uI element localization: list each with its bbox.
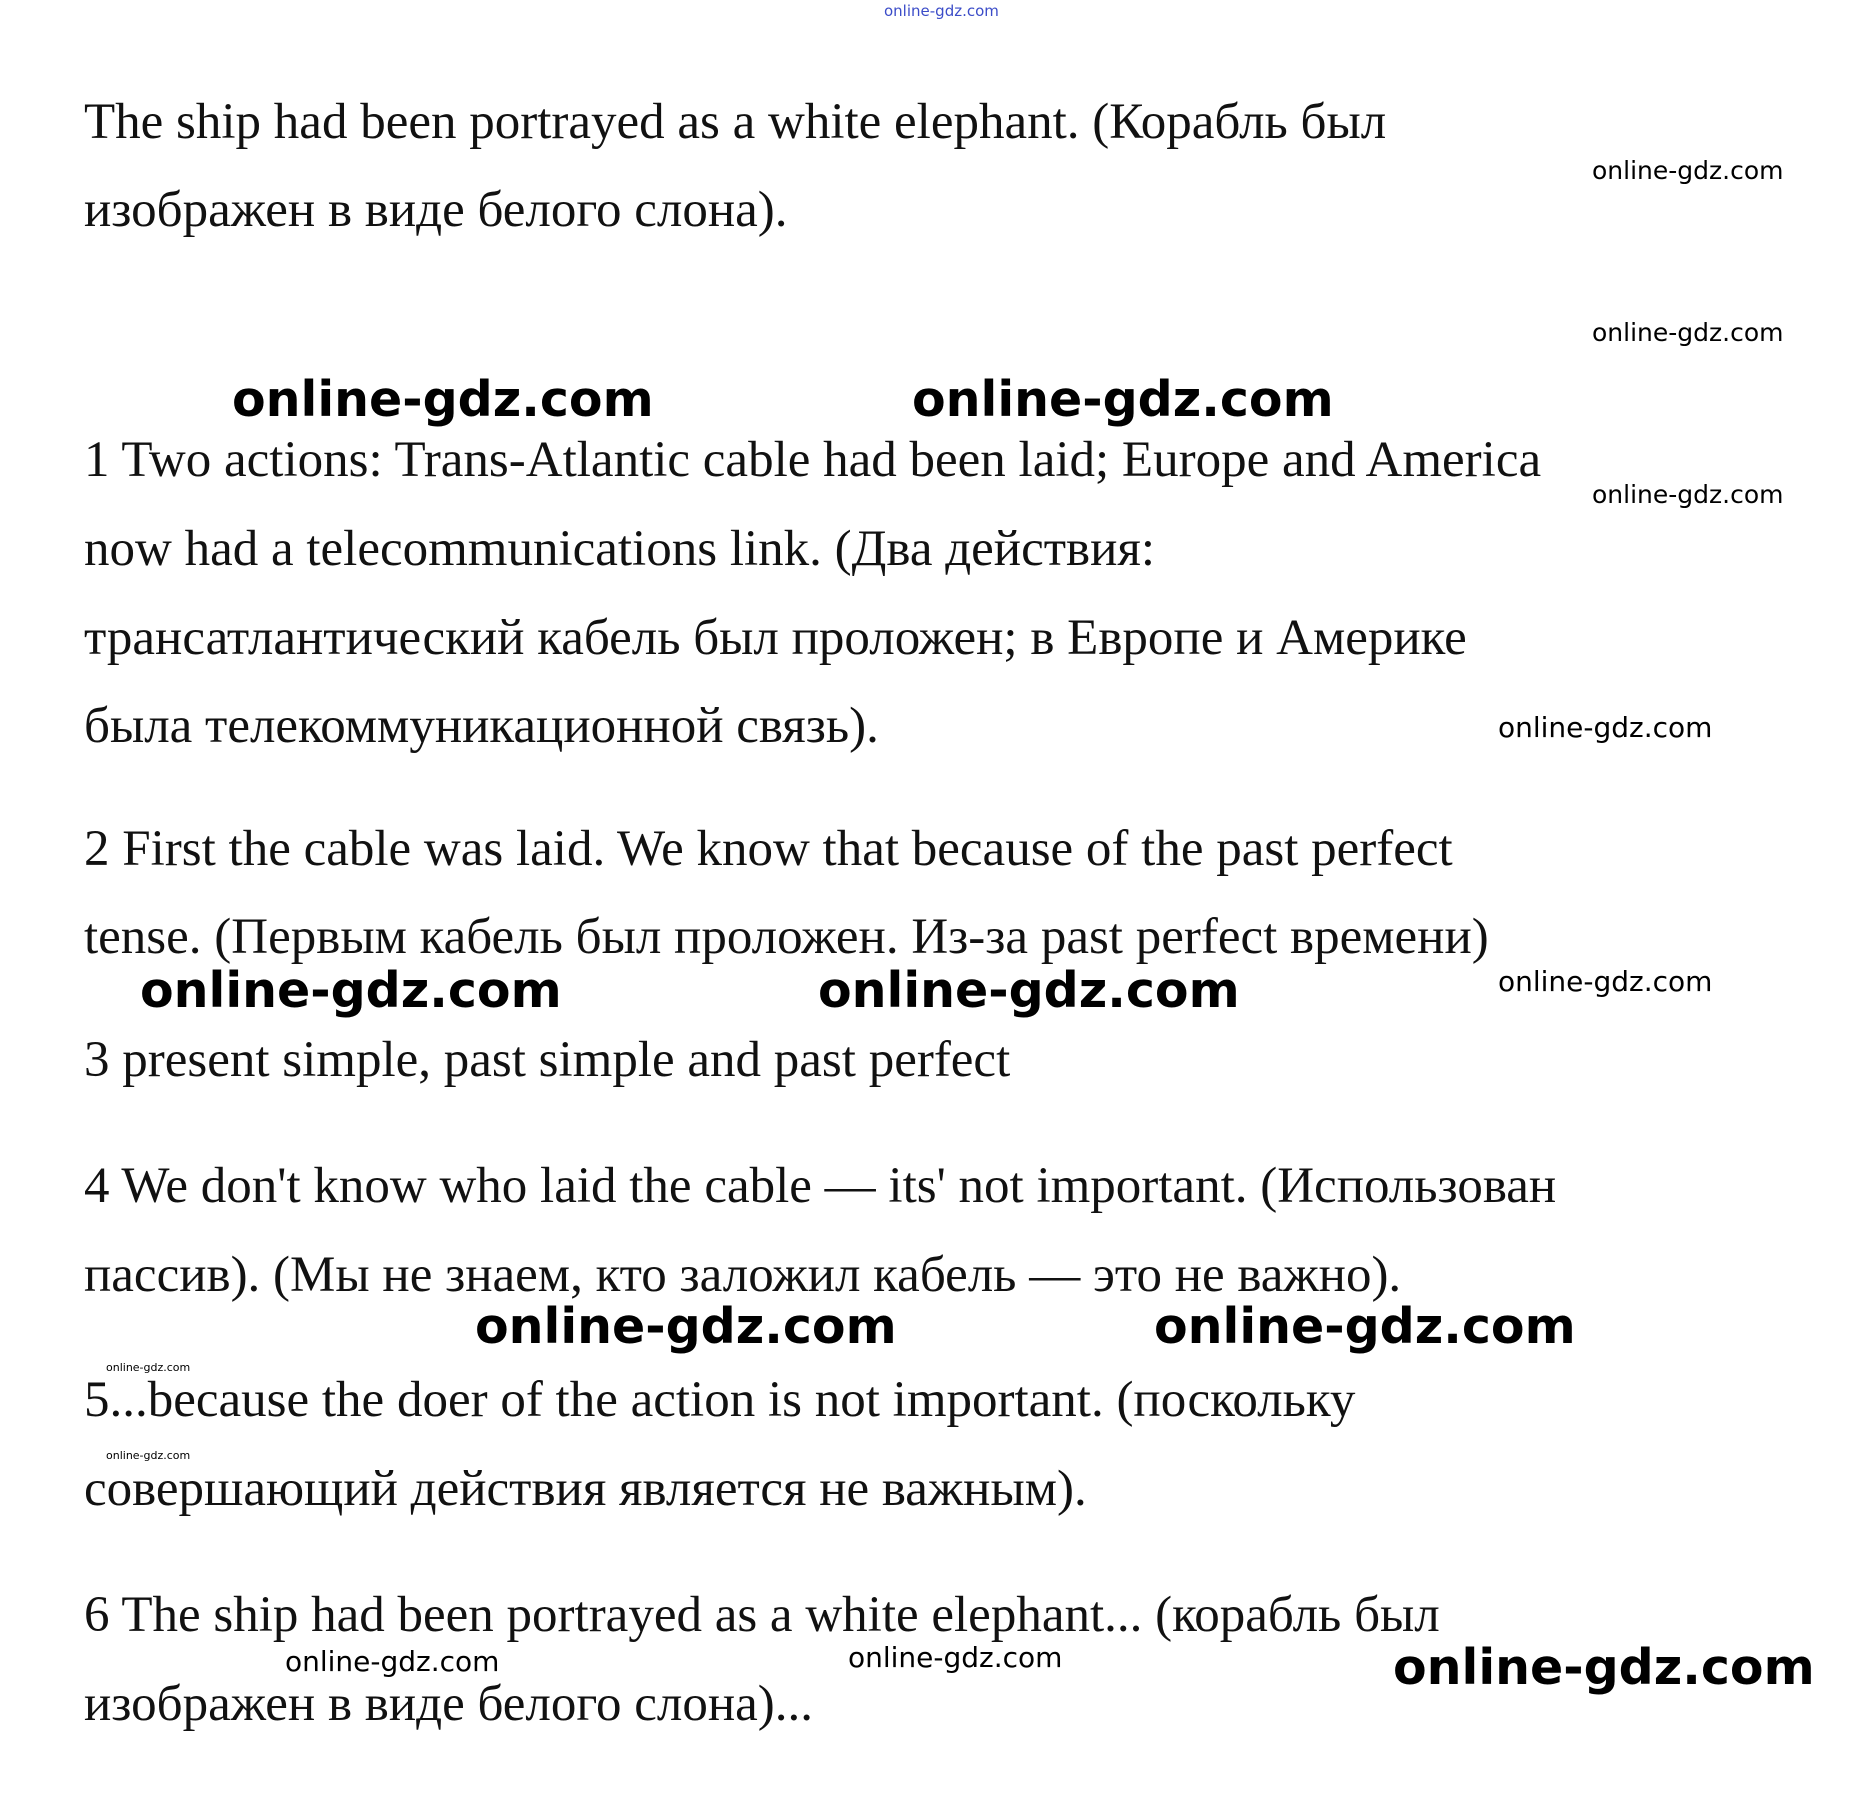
- watermark: online-gdz.com: [475, 1298, 897, 1355]
- answer-3-line-1: 3 present simple, past simple and past perfect: [84, 1032, 1011, 1088]
- watermark: online-gdz.com: [285, 1645, 500, 1678]
- answer-2-line-1: 2 First the cable was laid. We know that because of the past perfect: [84, 821, 1453, 877]
- watermark: online-gdz.com: [1498, 711, 1713, 744]
- answer-1-line-2: now had a telecommunications link. (Два действия:: [84, 521, 1156, 577]
- watermark: online-gdz.com: [1393, 1639, 1815, 1696]
- answer-5-line-1: 5...because the doer of the action is not important. (поскольку: [84, 1372, 1356, 1428]
- answer-1-line-4: была телекоммуникационной связь).: [84, 698, 879, 754]
- intro-line-2: изображен в виде белого слона).: [84, 182, 788, 238]
- watermark: online-gdz.com: [140, 962, 562, 1019]
- intro-line-1: The ship had been portrayed as a white elephant. (Корабль был: [84, 94, 1387, 150]
- watermark: online-gdz.com: [1592, 318, 1784, 347]
- answer-1-line-1: 1 Two actions: Trans-Atlantic cable had been laid; Europe and America: [84, 432, 1542, 488]
- watermark: online-gdz.com: [1498, 965, 1713, 998]
- answer-2-line-2: tense. (Первым кабель был проложен. Из-за past perfect времени): [84, 909, 1489, 965]
- answer-4-line-1: 4 We don't know who laid the cable — its' not important. (Использован: [84, 1158, 1557, 1214]
- watermark: online-gdz.com: [1592, 156, 1784, 185]
- answer-1-line-3: трансатлантический кабель был проложен; в Европе и Америке: [84, 610, 1467, 666]
- watermark: online-gdz.com: [106, 1449, 191, 1462]
- answer-4-line-2: пассив). (Мы не знаем, кто заложил кабель — это не важно).: [84, 1247, 1402, 1303]
- watermark: online-gdz.com: [106, 1361, 191, 1374]
- watermark-top: online-gdz.com: [884, 2, 999, 20]
- watermark: online-gdz.com: [232, 371, 654, 428]
- watermark: online-gdz.com: [1154, 1298, 1576, 1355]
- answer-6-line-1: 6 The ship had been portrayed as a white elephant... (корабль был: [84, 1587, 1440, 1643]
- answer-5-line-2: совершающий действия является не важным).: [84, 1461, 1087, 1517]
- watermark: online-gdz.com: [848, 1641, 1063, 1674]
- watermark: online-gdz.com: [912, 371, 1334, 428]
- answer-6-line-2: изображен в виде белого слона)...: [84, 1676, 814, 1732]
- watermark: online-gdz.com: [1592, 480, 1784, 509]
- watermark: online-gdz.com: [818, 962, 1240, 1019]
